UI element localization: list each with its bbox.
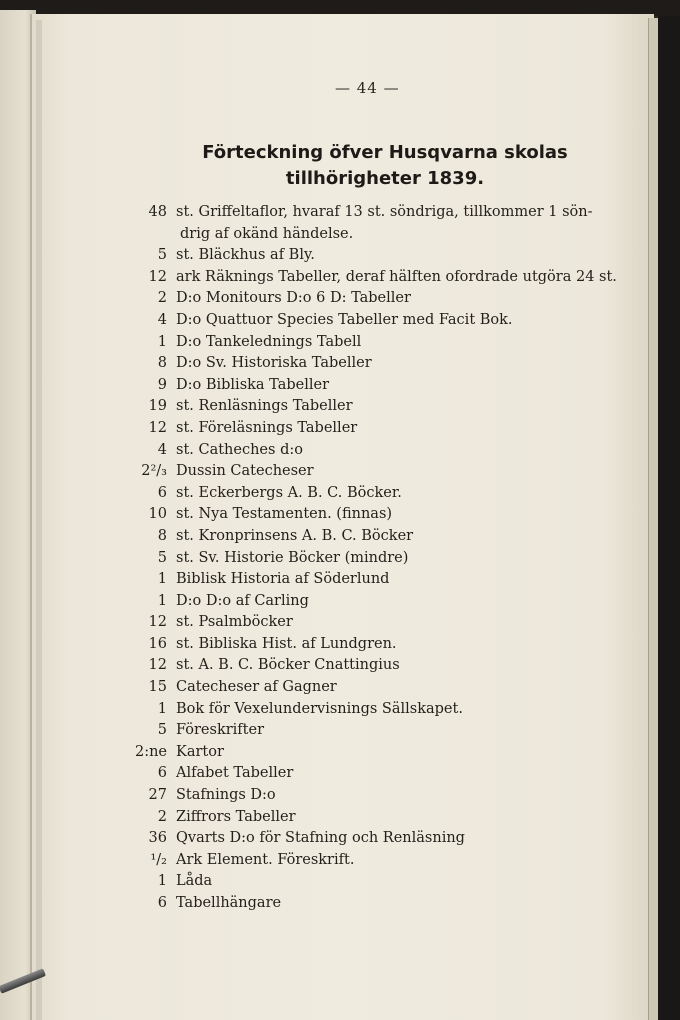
item-description: st. Eckerbergs A. B. C. Böcker. (176, 484, 402, 501)
list-item (0, 722, 650, 744)
item-description: Stafnings D:o (176, 787, 276, 804)
list-item (0, 269, 650, 291)
item-quantity: 1 (157, 571, 167, 588)
item-quantity: 27 (148, 787, 167, 804)
item-quantity: 2²/₃ (141, 463, 167, 480)
item-quantity: 5 (157, 722, 167, 739)
item-description: D:o D:o af Carling (176, 592, 309, 609)
item-quantity: 36 (148, 830, 167, 847)
item-description: Biblisk Historia af Söderlund (176, 571, 390, 588)
item-description: Bok för Vexelundervisnings Sällskapet. (176, 700, 463, 717)
item-description: st. Nya Testamenten. (finnas) (176, 506, 393, 523)
list-item (0, 463, 650, 485)
item-quantity: 12 (148, 657, 167, 674)
item-description: Ark Element. Föreskrift. (176, 851, 355, 868)
list-item (0, 420, 650, 442)
item-quantity: 12 (148, 268, 167, 285)
item-quantity: 1 (157, 592, 167, 609)
list-item (0, 873, 650, 895)
list-item (0, 355, 650, 377)
item-description: drig af okänd händelse. (180, 225, 354, 242)
list-item (0, 377, 650, 399)
item-description: D:o Bibliska Tabeller (176, 376, 330, 393)
item-description: st. Kronprinsens A. B. C. Böcker (176, 527, 414, 544)
item-description: Catecheser af Gagner (176, 679, 337, 696)
list-item (0, 506, 650, 528)
item-description: st. Renläsnings Tabeller (176, 398, 353, 415)
item-description: Föreskrifter (176, 722, 265, 739)
item-quantity: 8 (157, 355, 167, 372)
item-description: Ziffrors Tabeller (176, 808, 296, 825)
list-item (0, 830, 650, 852)
item-quantity: 8 (157, 527, 167, 544)
item-description: st. Psalmböcker (176, 614, 293, 631)
item-quantity: 6 (157, 484, 167, 501)
list-item (0, 204, 650, 226)
list-item (0, 895, 650, 917)
list-item (0, 550, 650, 572)
list-item (0, 765, 650, 787)
list-item (0, 809, 650, 831)
item-quantity: 48 (148, 204, 167, 220)
item-quantity: 5 (157, 247, 167, 264)
item-description: st. Catheches d:o (176, 441, 303, 458)
list-item (0, 701, 650, 723)
item-description: st. Bibliska Hist. af Lundgren. (176, 635, 397, 652)
page-title (180, 140, 590, 192)
item-quantity: 6 (157, 895, 167, 911)
list-item (0, 636, 650, 658)
list-item (0, 614, 650, 636)
item-description: D:o Sv. Historiska Tabeller (176, 355, 372, 372)
list-item (0, 485, 650, 507)
item-quantity: 16 (148, 635, 167, 652)
list-item (0, 744, 650, 766)
list-item (0, 312, 650, 334)
list-item (0, 787, 650, 809)
list-item (0, 528, 650, 550)
list-item (0, 571, 650, 593)
title-line-1: Förteckning öfver Husqvarna skolas (202, 142, 568, 163)
item-quantity: 1 (157, 700, 167, 717)
item-quantity: 4 (157, 441, 167, 458)
title-line-2: tillhörigheter 1839. (285, 168, 485, 189)
item-description: st. Sv. Historie Böcker (mindre) (176, 549, 409, 566)
item-quantity: ¹/₂ (150, 851, 167, 868)
item-description: Låda (176, 873, 213, 890)
scan-background-right (658, 16, 680, 1020)
item-quantity: 12 (148, 614, 167, 631)
list-item (0, 442, 650, 464)
list-item (0, 679, 650, 701)
list-item (0, 247, 650, 269)
item-quantity: 5 (157, 549, 167, 566)
item-description: ark Räknings Tabeller, deraf hälften ofordrade utgöra 24 st. (176, 268, 617, 285)
item-description: D:o Quattuor Species Tabeller med Facit Bok. (176, 311, 513, 328)
item-description: D:o Tankelednings Tabell (176, 333, 362, 350)
item-quantity: 2 (157, 808, 167, 825)
item-quantity: 1 (157, 333, 167, 350)
item-quantity: 19 (148, 398, 167, 415)
item-quantity: 15 (148, 679, 167, 696)
inventory-list (0, 204, 650, 917)
item-description: Qvarts D:o för Stafning och Renläsning (176, 830, 465, 847)
list-item (0, 657, 650, 679)
item-description: st. Griffeltaflor, hvaraf 13 st. söndriga, tillkommer 1 sön- (176, 204, 593, 220)
item-quantity: 4 (157, 311, 167, 328)
list-item (0, 852, 650, 874)
item-description: Tabellhängare (176, 895, 282, 911)
item-quantity: 12 (148, 419, 167, 436)
list-item (0, 334, 650, 356)
item-description: st. Föreläsnings Tabeller (176, 419, 358, 436)
list-item (0, 398, 650, 420)
item-quantity: 2 (157, 290, 167, 307)
list-item (0, 290, 650, 312)
list-item (0, 593, 650, 615)
item-description: st. A. B. C. Böcker Cnattingius (176, 657, 400, 674)
item-description: Alfabet Tabeller (176, 765, 294, 782)
item-description: Kartor (176, 743, 224, 760)
list-item (0, 226, 650, 248)
item-description: st. Bläckhus af Bly. (176, 247, 315, 264)
item-quantity: 10 (148, 506, 167, 523)
item-quantity: 2:ne (134, 743, 167, 760)
item-description: D:o Monitours D:o 6 D: Tabeller (176, 290, 411, 307)
item-quantity: 9 (157, 376, 167, 393)
page-number: — 44 — (335, 79, 400, 97)
item-quantity: 6 (157, 765, 167, 782)
item-description: Dussin Catecheser (176, 463, 314, 480)
item-quantity: 1 (157, 873, 167, 890)
